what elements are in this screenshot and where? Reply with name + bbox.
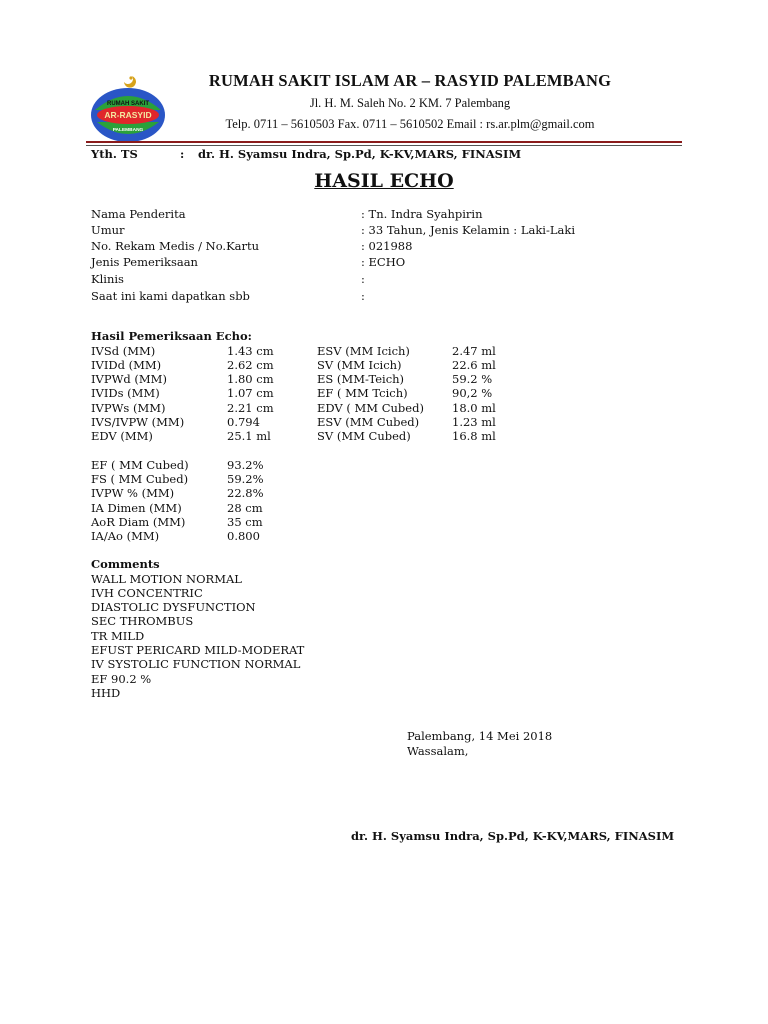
measure-value: 90,2 % <box>452 386 493 400</box>
measure-value: 1.43 cm <box>227 344 274 358</box>
measure-label: IA/Ao (MM) <box>91 529 160 543</box>
exam-type-value: : ECHO <box>361 255 406 269</box>
measure-label: ESV (MM Icich) <box>317 344 410 358</box>
measure-value: 2.21 cm <box>227 401 274 415</box>
hospital-contact: Telp. 0711 – 5610503 Fax. 0711 – 5610502 Email : rs.ar.plm@gmail.com <box>225 117 595 131</box>
comment-line: TR MILD <box>91 629 145 643</box>
measure-value: 0.794 <box>227 415 260 429</box>
clinical-label: Klinis <box>91 272 124 286</box>
measure-label: IVS/IVPW (MM) <box>91 415 185 429</box>
comment-line: IVH CONCENTRIC <box>91 586 203 600</box>
findings-intro-value: : <box>361 289 365 303</box>
findings-intro-label: Saat ini kami dapatkan sbb <box>91 289 250 303</box>
measure-label: AoR Diam (MM) <box>91 515 186 529</box>
medical-record-label: No. Rekam Medis / No.Kartu <box>91 239 260 253</box>
to-value: dr. H. Syamsu Indra, Sp.Pd, K-KV,MARS, FINASIM <box>198 147 522 161</box>
medical-record-value: : 021988 <box>361 239 413 253</box>
measure-label: IVPWd (MM) <box>91 372 167 386</box>
patient-age-value: : 33 Tahun, Jenis Kelamin : Laki-Laki <box>361 223 576 237</box>
place-date: Palembang, 14 Mei 2018 <box>407 729 553 743</box>
comment-line: DIASTOLIC DYSFUNCTION <box>91 600 256 614</box>
comment-line: EFUST PERICARD MILD-MODERAT <box>91 643 305 657</box>
logo-bot-text: PALEMBANG <box>112 128 144 133</box>
hospital-address: Jl. H. M. Saleh No. 2 KM. 7 Palembang <box>309 96 511 110</box>
measure-label: SV (MM Cubed) <box>317 429 411 443</box>
exam-type-label: Jenis Pemeriksaan <box>91 255 198 269</box>
hospital-logo <box>87 72 169 144</box>
measure-value: 22.8% <box>227 486 264 500</box>
comment-line: SEC THROMBUS <box>91 614 194 628</box>
measure-value: 22.6 ml <box>452 358 496 372</box>
measure-value: 0.800 <box>227 529 260 543</box>
regards: Wassalam, <box>407 744 469 758</box>
to-separator: : <box>180 147 185 161</box>
measure-label: SV (MM Icich) <box>317 358 402 372</box>
measure-label: IVPWs (MM) <box>91 401 166 415</box>
comment-line: EF 90.2 % <box>91 672 152 686</box>
document-title: HASIL ECHO <box>314 170 454 192</box>
comments-heading: Comments <box>91 557 160 571</box>
measure-label: EDV (MM) <box>91 429 153 443</box>
comment-line: IV SYSTOLIC FUNCTION NORMAL <box>91 657 301 671</box>
results-heading: Hasil Pemeriksaan Echo: <box>91 329 252 343</box>
comment-line: HHD <box>91 686 121 700</box>
measure-value: 18.0 ml <box>452 401 496 415</box>
measure-label: IVPW % (MM) <box>91 486 175 500</box>
measure-label: IVSd (MM) <box>91 344 156 358</box>
clinical-value: : <box>361 272 365 286</box>
measure-value: 28 cm <box>227 501 263 515</box>
measure-value: 59.2 % <box>452 372 493 386</box>
star-icon <box>129 76 132 79</box>
comment-line: WALL MOTION NORMAL <box>91 572 242 586</box>
measure-label: EF ( MM Tcich) <box>317 386 408 400</box>
measure-value: 1.07 cm <box>227 386 274 400</box>
signatory-name: dr. H. Syamsu Indra, Sp.Pd, K-KV,MARS, FINASIM <box>351 829 675 843</box>
header-divider <box>86 141 682 143</box>
measure-label: IVIDs (MM) <box>91 386 160 400</box>
header-divider-thin <box>86 145 682 146</box>
measure-value: 2.47 ml <box>452 344 496 358</box>
measure-label: ES (MM-Teich) <box>317 372 405 386</box>
measure-label: EDV ( MM Cubed) <box>317 401 424 415</box>
logo-mid-text: AR-RASYID <box>104 110 152 120</box>
measure-value: 1.80 cm <box>227 372 274 386</box>
measure-value: 1.23 ml <box>452 415 496 429</box>
measure-value: 59.2% <box>227 472 264 486</box>
patient-age-label: Umur <box>91 223 125 237</box>
measure-value: 93.2% <box>227 458 264 472</box>
patient-name-value: : Tn. Indra Syahpirin <box>361 207 483 221</box>
measure-label: EF ( MM Cubed) <box>91 458 189 472</box>
patient-name-label: Nama Penderita <box>91 207 186 221</box>
hospital-name: RUMAH SAKIT ISLAM AR – RASYID PALEMBANG <box>208 71 612 90</box>
measure-value: 16.8 ml <box>452 429 496 443</box>
logo-top-text: RUMAH SAKIT <box>107 101 149 107</box>
measure-label: FS ( MM Cubed) <box>91 472 189 486</box>
measure-value: 35 cm <box>227 515 263 529</box>
measure-label: IVIDd (MM) <box>91 358 162 372</box>
to-label: Yth. TS <box>91 147 138 161</box>
measure-label: IA Dimen (MM) <box>91 501 182 515</box>
measure-label: ESV (MM Cubed) <box>317 415 420 429</box>
measure-value: 2.62 cm <box>227 358 274 372</box>
measure-value: 25.1 ml <box>227 429 271 443</box>
